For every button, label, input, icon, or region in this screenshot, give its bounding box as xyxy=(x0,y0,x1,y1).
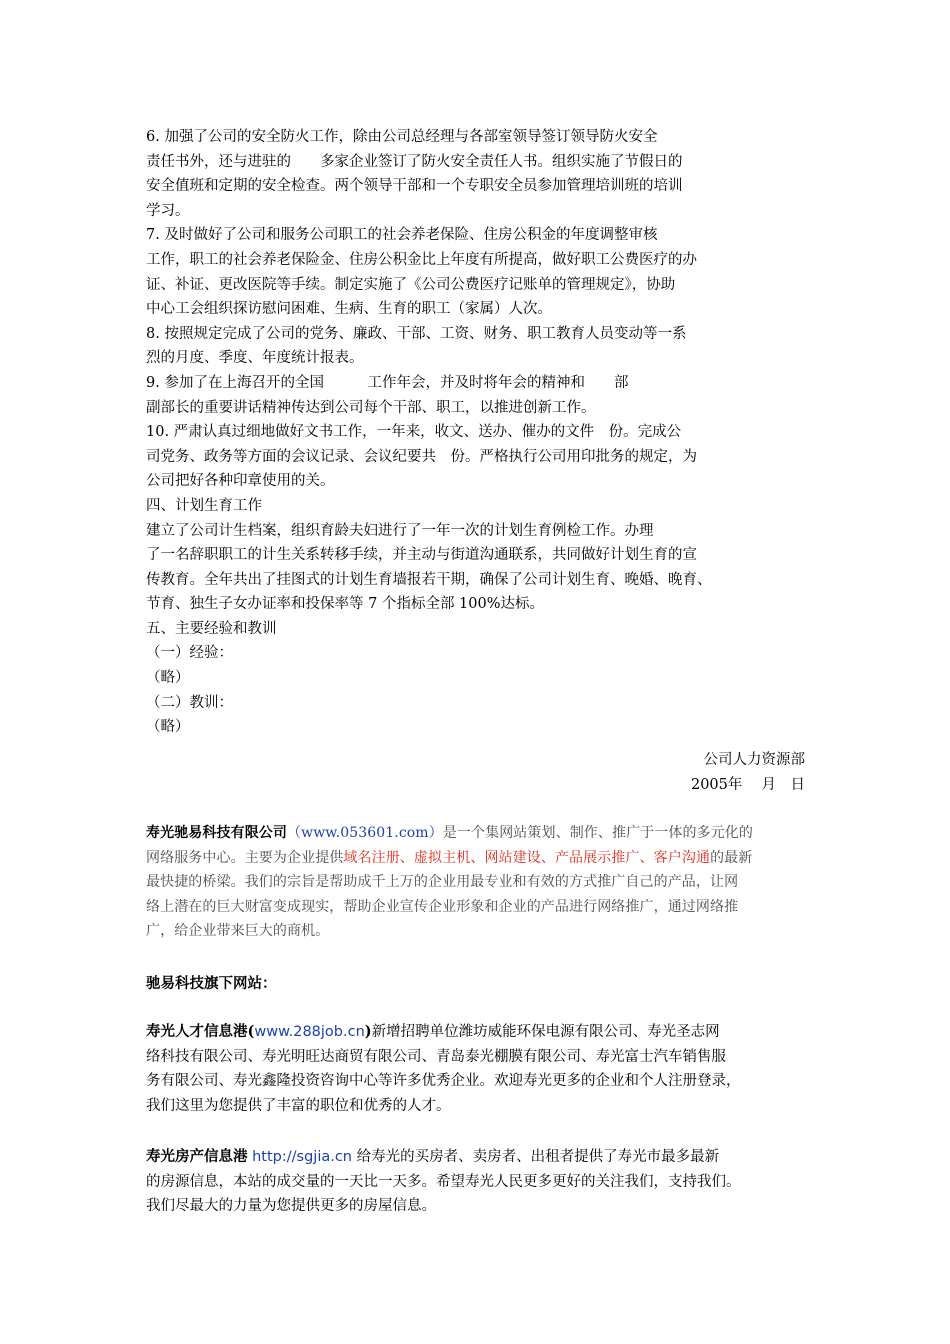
house-site-name: 寿光房产信息港 xyxy=(146,1148,248,1165)
service-website-link[interactable]: 网站建设 xyxy=(484,849,541,866)
body-line: 安全值班和定期的安全检查。两个领导干部和一个专职安全员参加管理培训班的培训 xyxy=(146,178,683,195)
company-name: 寿光驰易科技有限公司 xyxy=(146,825,287,841)
body-line: 节育、独生子女办证率和投保率等 7 个指标全部 100%达标。 xyxy=(146,596,545,613)
sites-heading: 驰易科技旗下网站： xyxy=(146,975,277,992)
body-line: 7. 及时做好了公司和服务公司职工的社会养老保险、住房公积金的年度调整审核 xyxy=(146,227,658,244)
signature-dept: 公司人力资源部 xyxy=(703,752,805,768)
house-site-url-link[interactable]: http://sgjia.cn xyxy=(252,1149,353,1165)
body-line: （二）教训： xyxy=(146,694,233,711)
company-url-link[interactable]: www.053601.com xyxy=(301,825,429,841)
body-line: 6. 加强了公司的安全防火工作，除由公司总经理与各部室领导签订领导防火安全 xyxy=(146,129,658,145)
body-line: 了一名辞职职工的计生关系转移手续，并主动与街道沟通联系，共同做好计划生育的宣 xyxy=(146,547,697,564)
body-line: 传教育。全年共出了挂图式的计划生育墙报若干期，确保了公司计划生育、晚婚、晚育、 xyxy=(146,571,712,588)
body-line: 建立了公司计生档案，组织育龄夫妇进行了一年一次的计划生育例检工作。办理 xyxy=(146,522,654,539)
body-line: 副部长的重要讲话精神传达到公司每个干部、职工，以推进创新工作。 xyxy=(146,399,596,416)
body-line: 8. 按照规定完成了公司的党务、廉政、干部、工资、财务、职工教育人员变动等一系 xyxy=(146,325,687,342)
body-line: 责任书外，还与进驻的 多家企业签订了防火安全责任人书。组织实施了节假日的 xyxy=(146,153,683,170)
service-communication-link[interactable]: 客户沟通 xyxy=(653,849,711,866)
body-line: 学习。 xyxy=(146,202,190,219)
body-line: 10. 严肃认真过细地做好文书工作，一年来，收文、送办、催办的文件 份。完成公 xyxy=(146,424,682,441)
body-line: 烈的月度、季度、年度统计报表。 xyxy=(146,350,364,367)
body-line: 9. 参加了在上海召开的全国 工作年会，并及时将年会的精神和 部 xyxy=(146,374,629,391)
job-site-name: 寿光人才信息港 xyxy=(146,1023,248,1040)
body-line: 四、计划生育工作 xyxy=(146,497,262,514)
company-ad: 寿光驰易科技有限公司（www.053601.com）是一个集网站策划、制作、推广于一体的多元化的 网络服务中心。主要为企业提供域名注册、虚拟主机、网站建设、产品展示推广、客户沟通的最新 最快捷的桥梁。我们的宗旨是帮助成千上万的企业用最专业和有效的方式推广自己的产品，让网 络上潜在的巨大财富变成现实，帮助企业宣传企业形象和企业的产品进行网络推广，通过网络推 广，给企业带来巨大的商机。 xyxy=(146,825,753,939)
house-site-ad: 寿光房产信息港 http://sgjia.cn 给寿光的买房者、卖房者、出租者提供了寿光市最多最新 的房源信息，本站的成交量的一天比一天多。希望寿光人民更多更好的关注我们，支持我们。 我们尽最大的力量为您提供更多的房屋信息。 xyxy=(146,1148,741,1214)
service-promotion-link[interactable]: 产品展示推广 xyxy=(554,849,640,866)
signature-date: 2005年 月 日 xyxy=(690,777,805,793)
report-body xyxy=(146,125,816,740)
body-line: 司党务、政务等方面的会议记录、会议纪要共 份。严格执行公司用印批务的规定，为 xyxy=(146,448,697,465)
service-hosting-link[interactable]: 虚拟主机 xyxy=(413,849,471,866)
body-line: 工作，职工的社会养老保险金、住房公积金比上年度有所提高，做好职工公费医疗的办 xyxy=(146,251,697,268)
body-line: 五、主要经验和教训 xyxy=(146,620,277,637)
service-domain-link[interactable]: 域名注册 xyxy=(343,849,400,866)
body-line: （略） xyxy=(146,670,190,687)
body-line: 公司把好各种印章使用的关。 xyxy=(146,473,335,490)
body-line: 中心工会组织探访慰问困难、生病、生育的职工（家属）人次。 xyxy=(146,301,552,318)
body-line: （略） xyxy=(146,719,190,736)
job-site-url-link[interactable]: www.288job.cn xyxy=(254,1024,365,1040)
body-line: 证、补证、更改医院等手续。制定实施了《公司公费医疗记账单的管理规定》，协助 xyxy=(146,276,676,293)
job-site-ad: 寿光人才信息港(www.288job.cn)新增招聘单位潍坊威能环保电源有限公司、寿光圣志网 络科技有限公司、寿光明旺达商贸有限公司、青岛泰光棚膜有限公司、寿光富士汽车销售服 务有限公司、寿光鑫隆投资咨询中心等许多优秀企业。欢迎寿光更多的企业和个人注册登录， 我们这里为您提供了丰富的职位和优秀的人才。 xyxy=(146,1023,741,1114)
body-line: （一）经验： xyxy=(146,645,233,662)
